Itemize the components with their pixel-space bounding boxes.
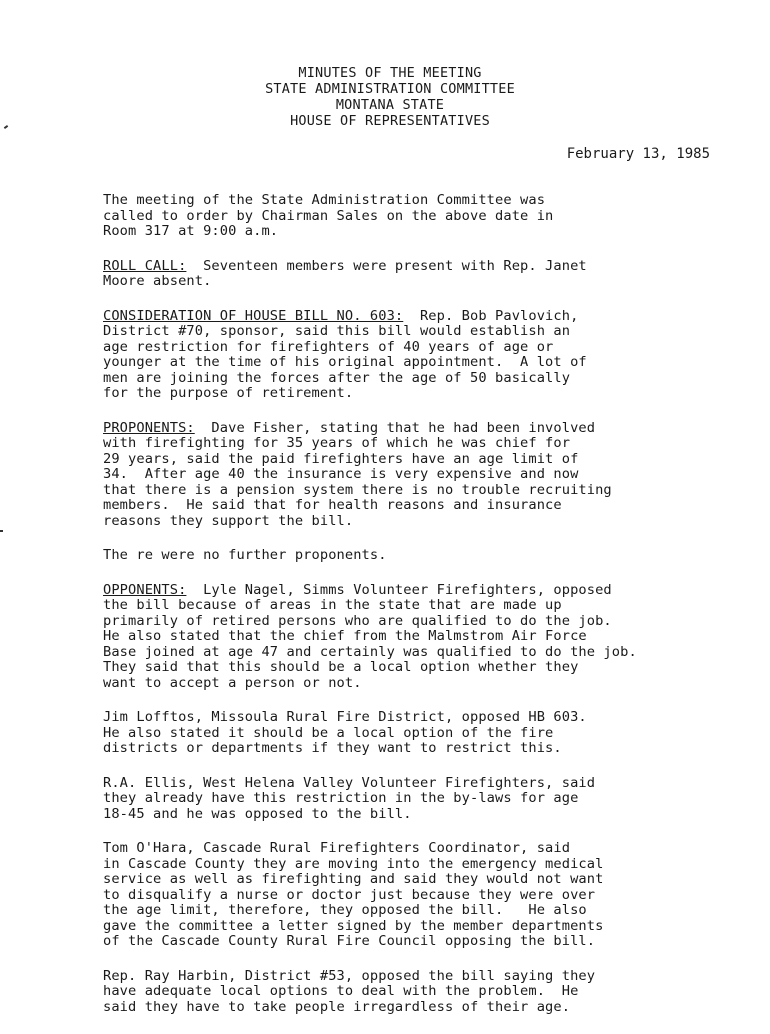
no-further-proponents-paragraph: The re were no further proponents. — [103, 547, 387, 563]
minutes-body — [103, 193, 743, 1034]
proponents-paragraph — [103, 421, 743, 530]
house-bill-heading: CONSIDERATION OF HOUSE BILL NO. 603: — [103, 307, 404, 324]
opponents-paragraph — [103, 583, 743, 692]
roll-call-heading: ROLL CALL: — [103, 257, 187, 274]
roll-call-text: Seventeen members were present with Rep. Janet Moore absent. — [103, 257, 587, 289]
meeting-date: February 13, 1985 — [566, 146, 710, 162]
harbin-paragraph: Rep. Ray Harbin, District #53, opposed the bill saying they have adequate local options to deal with the problem. He said they have to take people irregardless of their age. — [103, 967, 596, 1015]
house-bill-text: Rep. Bob Pavlovich, District #70, sponsor, said this bill would establish an age restriction for firefighters of 40 years of age or younger at the time of his original appointment. A lot of men are joining the forces after the age of 50 basically for the purpose of retirement. — [103, 307, 587, 401]
ellis-paragraph: R.A. Ellis, West Helena Valley Volunteer Firefighters, said they already have this restriction in the by-laws for age 18-45 and he was opposed to the bill. — [103, 774, 596, 822]
call-to-order-paragraph: The meeting of the State Administration Committee was called to order by Chairman Sales on the above date in Room 317 at 9:00 a.m. — [103, 192, 554, 239]
header-line: STATE ADMINISTRATION COMMITTEE — [265, 81, 515, 97]
header-line: HOUSE OF REPRESENTATIVES — [290, 113, 490, 129]
header-line: MONTANA STATE — [335, 97, 445, 113]
opponents-text: Lyle Nagel, Simms Volunteer Firefighters, opposed the bill because of areas in the state that are made up primarily of retired persons who are qualified to do the job. He also stated that the chief from the Malmstrom Air Force Base joined at age 47 and certainly was qualified to do the job. They said that this should be a local option whether they want to accept a person or not. — [103, 581, 637, 691]
proponents-heading: PROPONENTS: — [103, 419, 195, 436]
roll-call-paragraph — [103, 259, 743, 290]
document-header — [0, 65, 770, 129]
opponents-heading: OPPONENTS: — [103, 581, 187, 598]
proponents-text: Dave Fisher, stating that he had been involved with firefighting for 35 years of which he was chief for 29 years, said the paid firefighters have an age limit of 34. After age 40 the insurance is very expensive and now that there is a pension system there is no trouble recruiting members. He said that for health reasons and insurance reasons they support the bill. — [103, 419, 612, 529]
lofftos-paragraph: Jim Lofftos, Missoula Rural Fire District, opposed HB 603. He also stated it should be a local option of the fire districts or departments if they want to restrict this. — [103, 709, 587, 756]
house-bill-paragraph — [103, 309, 743, 402]
header-line: MINUTES OF THE MEETING — [298, 65, 482, 81]
ohara-paragraph: Tom O'Hara, Cascade Rural Firefighters Coordinator, said in Cascade County they are moving into the emergency medical service as well as firefighting and said they would not want to disqualify a nurse or doctor just because they were over the age limit, therefore, they opposed the bill. He also gave the committee a letter signed by the member departments of the Cascade County Rural Fire Council opposing the bill. — [103, 840, 604, 949]
scan-mark — [0, 530, 3, 532]
